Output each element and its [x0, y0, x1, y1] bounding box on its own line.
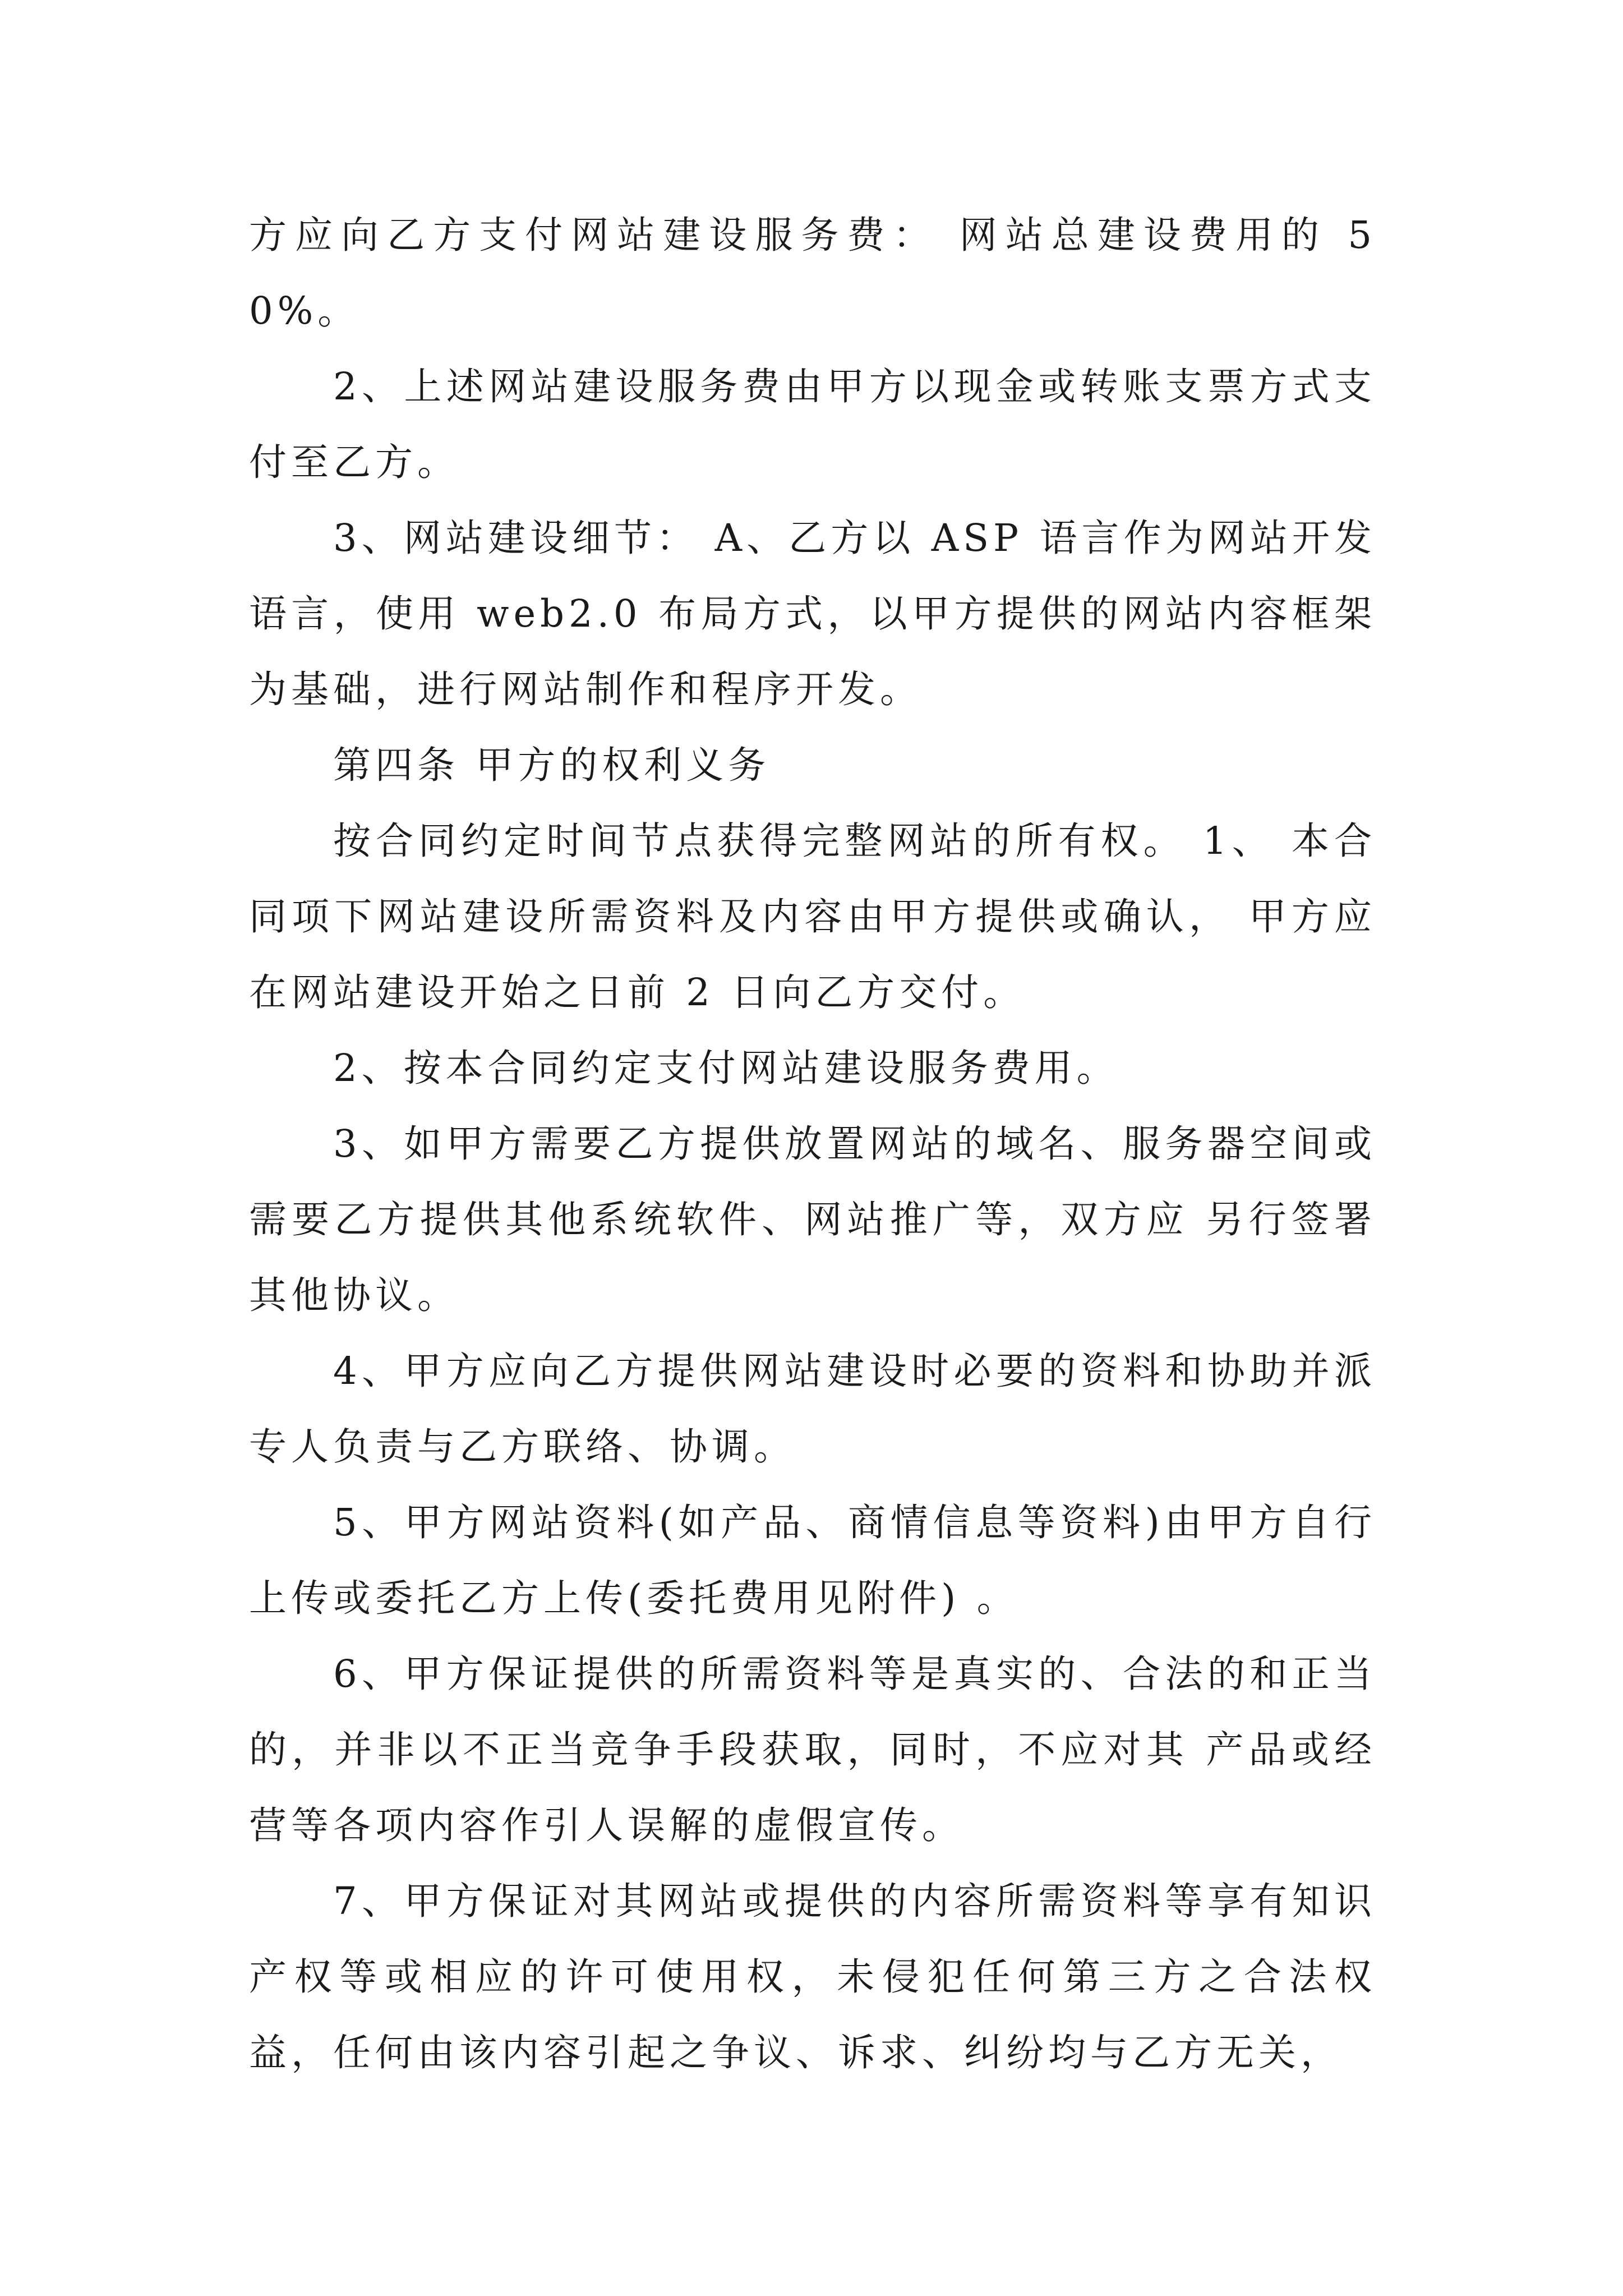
- paragraph-construction-details: 3、网站建设细节： A、乙方以 ASP 语言作为网站开发语言，使用 web2.0 布局方式，以甲方提供的网站内容框架为基础，进行网站制作和程序开发。: [249, 516, 1376, 711]
- paragraph-upload-materials: 5、甲方网站资料(如产品、商情信息等资料)由甲方自行上传或委托乙方上传(委托费用见附件) 。: [249, 1501, 1376, 1620]
- paragraph-intellectual-property: 7、甲方保证对其网站或提供的内容所需资料等享有知识产权等或相应的许可使用权，未侵犯任何第三方之合法权益，任何由该内容引起之争议、诉求、纠纷均与乙方无关，: [249, 1879, 1376, 2074]
- paragraph-truthful-materials: 6、甲方保证提供的所需资料等是真实的、合法的和正当的，并非以不正当竞争手段获取，同时，不应对其 产品或经营等各项内容作引人误解的虚假宣传。: [249, 1652, 1376, 1847]
- paragraph-pay-fees: 2、按本合同约定支付网站建设服务费用。: [333, 1046, 1119, 1090]
- paragraph-domain-server-agreement: 3、如甲方需要乙方提供放置网站的域名、服务器空间或需要乙方提供其他系统软件、网站推广等，双方应 另行签署其他协议。: [249, 1122, 1376, 1317]
- paragraph-payment-continuation: 方应向乙方支付网站建设服务费： 网站总建设费用的 50%。: [249, 213, 1376, 333]
- paragraph-ownership-and-materials: 按合同约定时间节点获得完整网站的所有权。 1、 本合同项下网站建设所需资料及内容由甲方提供或确认， 甲方应在网站建设开始之日前 2 日向乙方交付。: [249, 819, 1376, 1014]
- document-body: [249, 197, 1376, 2091]
- paragraph-provide-assistance: 4、甲方应向乙方提供网站建设时必要的资料和协助并派专人负责与乙方联络、协调。: [249, 1349, 1376, 1469]
- paragraph-payment-method: 2、上述网站建设服务费由甲方以现金或转账支票方式支付至乙方。: [249, 365, 1376, 484]
- section-heading-article-four: 第四条 甲方的权利义务: [333, 743, 771, 787]
